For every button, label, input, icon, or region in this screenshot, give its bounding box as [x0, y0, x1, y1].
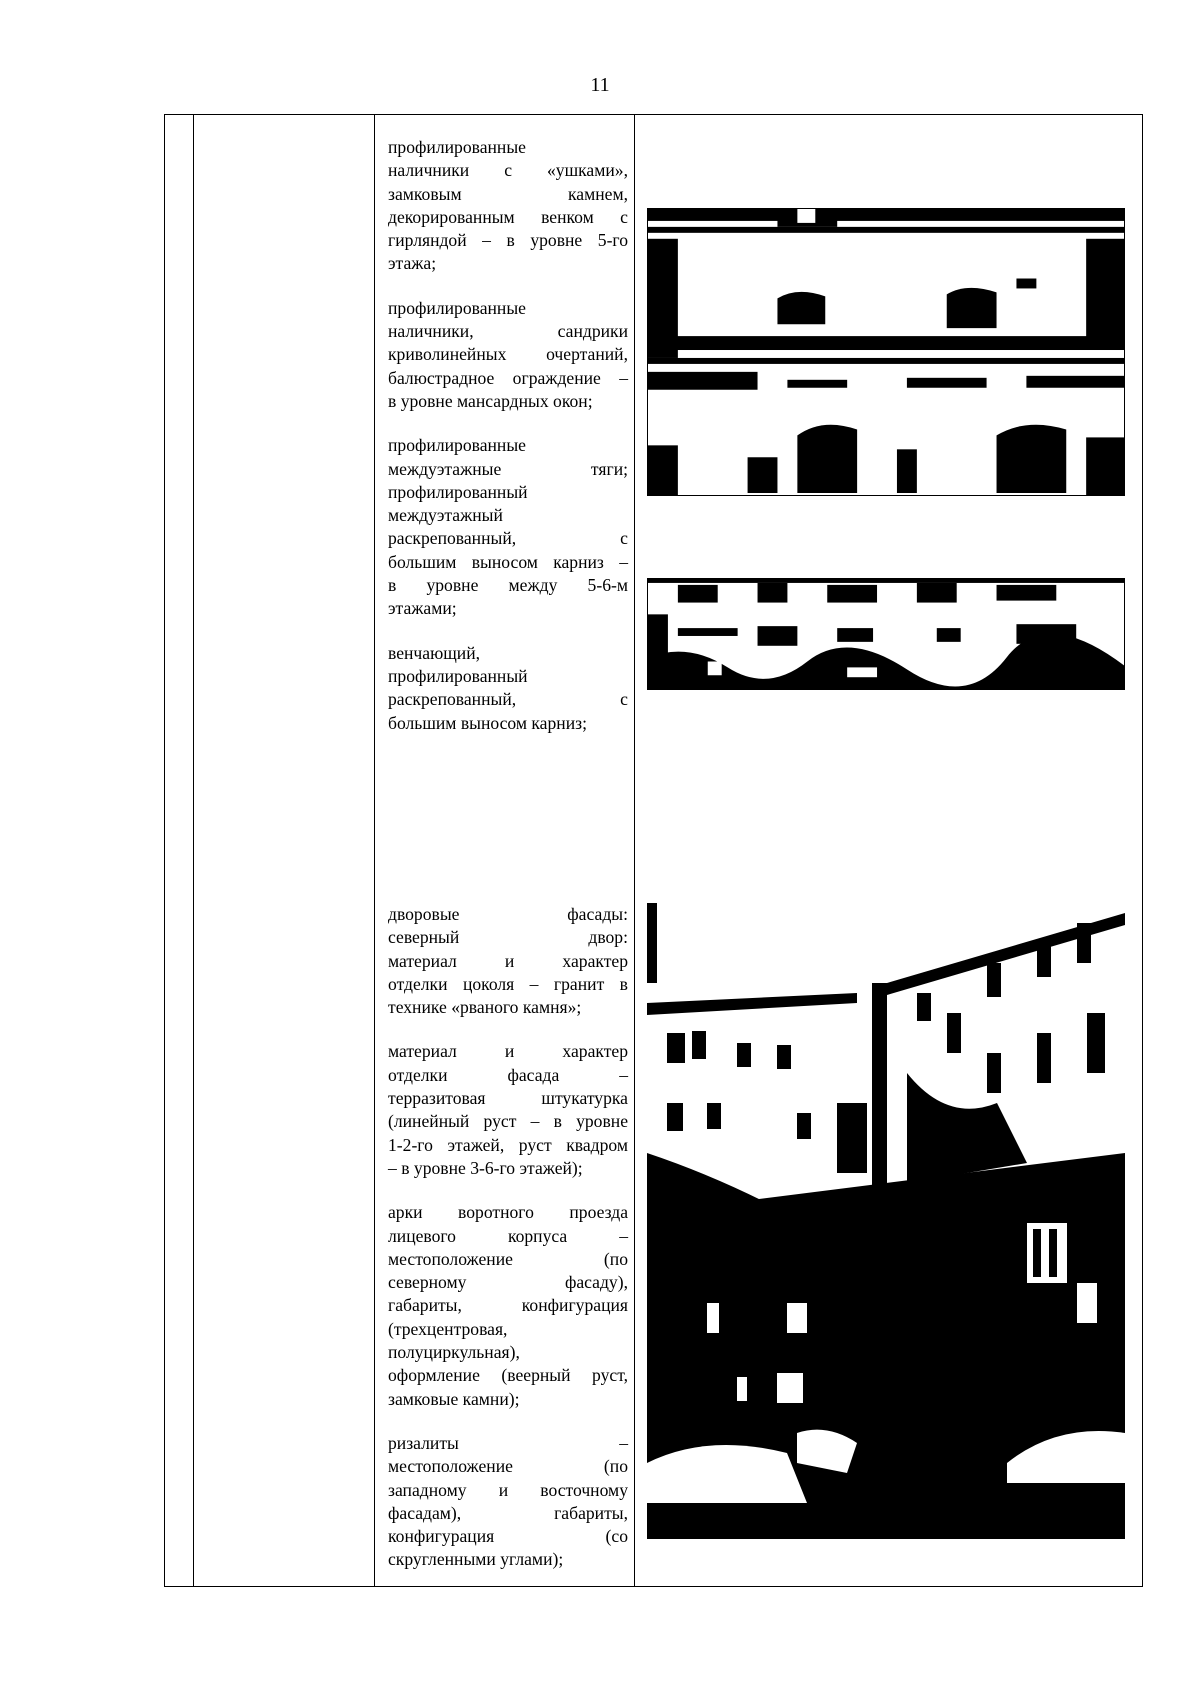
text-line: фасадам), габариты,: [388, 1502, 628, 1523]
text-line: дворовые фасады:: [388, 904, 628, 924]
text-line: лицевого корпуса –: [388, 1225, 628, 1246]
description-block-upper: [388, 136, 628, 756]
text-line: в уровне мансардных окон;: [388, 390, 593, 411]
description-paragraph: [388, 1432, 628, 1572]
courtyard-photo: [647, 903, 1125, 1539]
text-line: декорированным венком с: [388, 206, 628, 227]
text-line: раскрепованный, с: [388, 689, 628, 710]
text-line: местоположение (по: [388, 1456, 628, 1477]
page-number: 11: [590, 74, 610, 96]
text-line: габариты, конфигурация: [388, 1295, 628, 1316]
text-line: междуэтажные тяги;: [388, 458, 628, 479]
text-line: наличники, сандрики: [388, 321, 628, 342]
description-paragraph: [388, 136, 628, 276]
description-paragraph: [388, 1040, 628, 1180]
text-line: (линейный руст – в уровне: [388, 1111, 628, 1132]
text-line: этажа;: [388, 253, 437, 274]
text-line: наличники с «ушками»,: [388, 160, 628, 181]
description-paragraph: [388, 903, 628, 1019]
text-line: замковым камнем,: [388, 183, 628, 204]
text-line: венчающий,: [388, 642, 481, 663]
description-paragraph: [388, 642, 628, 735]
text-line: оформление (веерный руст,: [388, 1365, 628, 1386]
text-line: профилированный: [388, 665, 528, 686]
text-line: в уровне между 5-6-м: [388, 575, 628, 596]
text-line: отделки фасада –: [388, 1064, 628, 1085]
text-line: этажами;: [388, 598, 457, 619]
text-line: замковые камни);: [388, 1388, 520, 1409]
description-paragraph: [388, 297, 628, 413]
text-line: отделки цоколя – гранит в: [388, 973, 628, 994]
facade-photo-upper-floors: [647, 208, 1125, 496]
column-divider: [634, 115, 635, 1586]
text-line: ризалиты –: [388, 1432, 628, 1453]
text-line: большим выносом карниз –: [388, 551, 628, 572]
text-line: профилированные: [388, 435, 526, 456]
text-line: криволинейных очертаний,: [388, 344, 628, 365]
column-divider: [193, 115, 194, 1586]
text-line: материал и характер: [388, 950, 628, 971]
text-line: технике «рваного камня»;: [388, 997, 582, 1018]
text-line: арки воротного проезда: [388, 1202, 628, 1223]
text-line: профилированные: [388, 137, 526, 157]
text-line: северному фасаду),: [388, 1272, 628, 1293]
text-line: балюстрадное ограждение –: [388, 367, 628, 388]
text-line: большим выносом карниз;: [388, 712, 587, 733]
text-line: северный двор:: [388, 927, 628, 948]
text-line: – в уровне 3-6-го этажей);: [388, 1157, 583, 1178]
text-line: 1-2-го этажей, руст квадром: [388, 1134, 628, 1155]
text-line: междуэтажный: [388, 505, 503, 526]
text-line: местоположение (по: [388, 1248, 628, 1269]
text-line: полуциркульная),: [388, 1342, 520, 1363]
text-line: гирляндой – в уровне 5-го: [388, 230, 628, 251]
description-paragraph: [388, 1201, 628, 1411]
text-line: конфигурация (со: [388, 1526, 628, 1547]
text-line: скругленными углами);: [388, 1549, 564, 1570]
column-divider: [374, 115, 375, 1586]
text-line: терразитовая штукатурка: [388, 1088, 628, 1109]
text-line: материал и характер: [388, 1041, 628, 1062]
text-line: профилированный: [388, 481, 528, 502]
text-line: профилированные: [388, 297, 526, 318]
facade-photo-cornices: [647, 578, 1125, 690]
text-line: (трехцентровая,: [388, 1318, 508, 1339]
description-block-lower: [388, 903, 628, 1593]
text-line: раскрепованный, с: [388, 528, 628, 549]
text-line: западному и восточному: [388, 1479, 628, 1500]
description-paragraph: [388, 434, 628, 620]
